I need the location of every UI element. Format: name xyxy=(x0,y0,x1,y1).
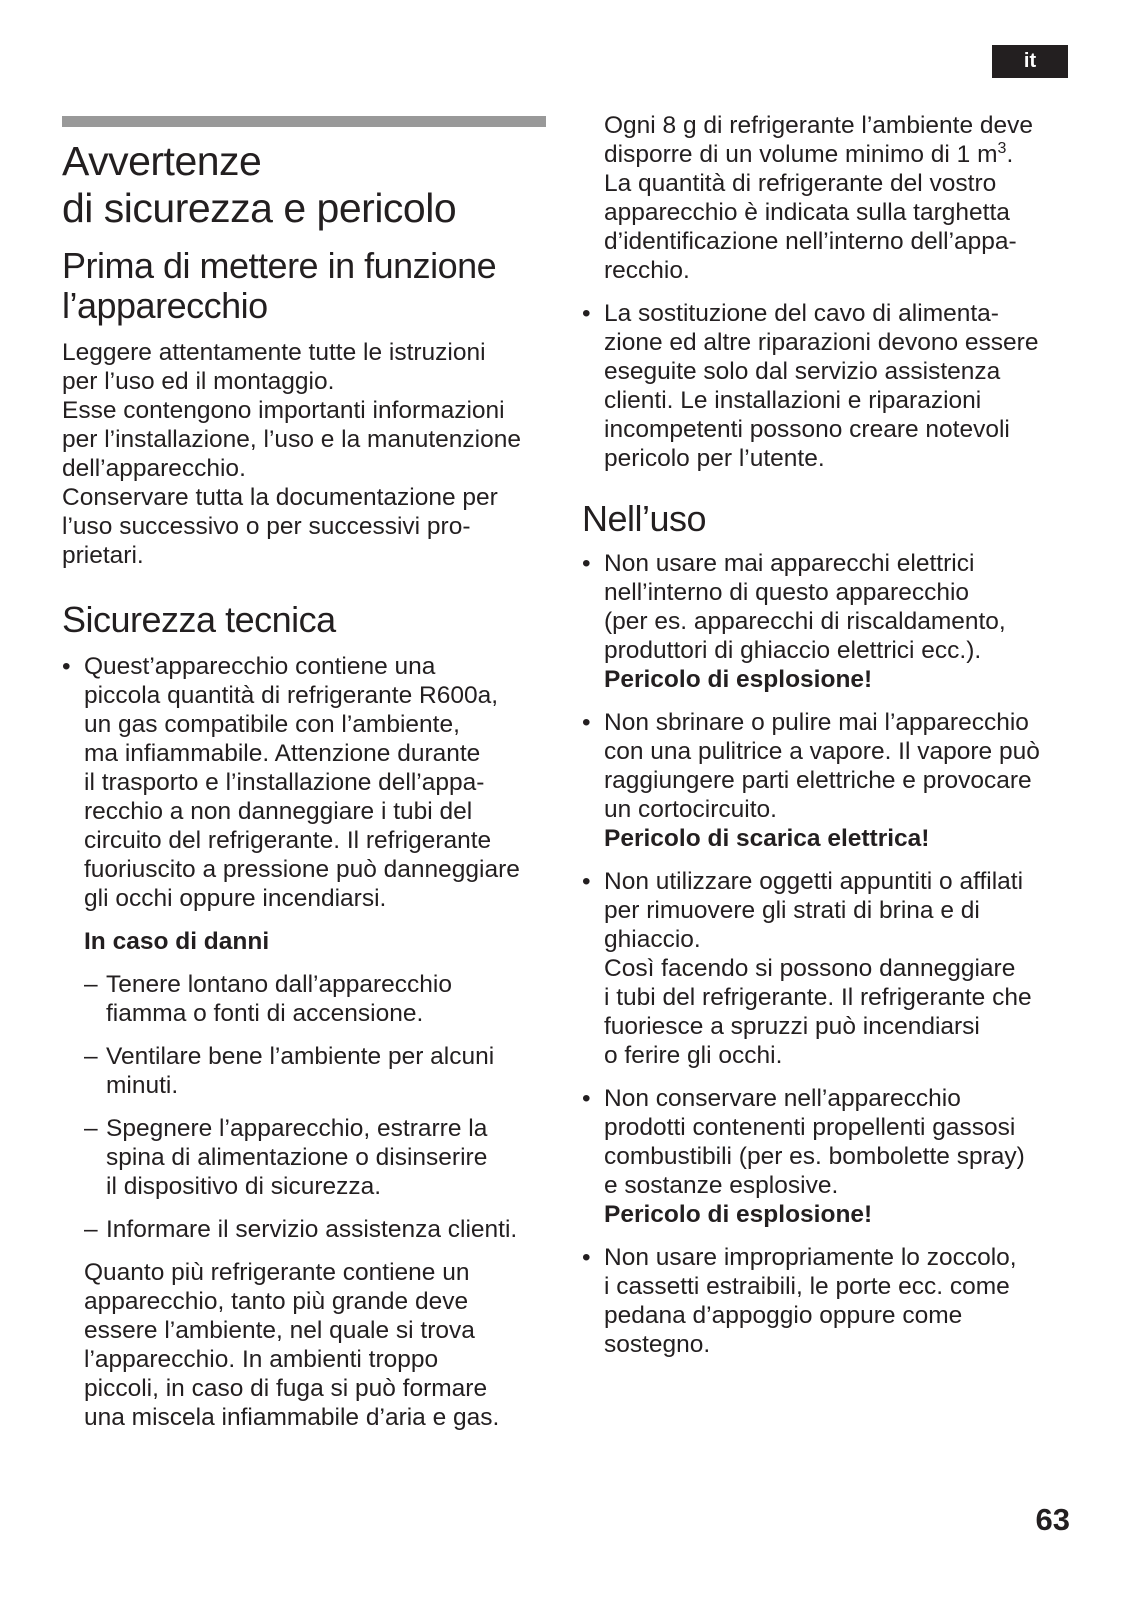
list-item xyxy=(582,1084,1076,1229)
bullet-icon: • xyxy=(582,550,591,577)
section-heading-technical-safety: Sicurezza tecnica xyxy=(62,599,336,640)
use-item-text: Non sbrinare o pulire mai l’apparecchio con una pulitrice a vapore. Il vapore può raggiungere parti elettriche e provocare un cortocircuito. xyxy=(604,709,1040,823)
bullet-icon: • xyxy=(582,1244,591,1271)
intro-line-1: Ogni 8 g di refrigerante l’ambiente deve xyxy=(604,112,1034,139)
dash-icon: – xyxy=(84,1115,98,1142)
damage-item-text: Spegnere l’apparecchio, estrarre la spina di alimentazione o disinserire il dispositivo di sicurezza. xyxy=(106,1115,488,1200)
bullet-icon: • xyxy=(582,1085,591,1112)
bullet-icon: • xyxy=(582,300,591,327)
left-column xyxy=(62,138,556,1432)
dash-icon: – xyxy=(84,1216,98,1243)
cable-replacement-text: La sostituzione del cavo di alimenta- zione ed altre riparazioni devono essere eseguite solo dal servizio assistenza clienti. Le installazioni e riparazioni incompetenti possono creare notevoli pericolo per l’utente. xyxy=(604,300,1039,472)
list-item xyxy=(582,1243,1076,1359)
damage-item-text: Ventilare bene l’ambiente per alcuni minuti. xyxy=(106,1043,495,1099)
list-item xyxy=(84,1215,556,1244)
section-heading-in-use: Nell’uso xyxy=(582,498,707,539)
cable-list xyxy=(582,299,1076,473)
page-number: 63 xyxy=(1035,1502,1070,1537)
use-item-warning: Pericolo di esplosione! xyxy=(604,666,873,693)
list-item xyxy=(582,549,1076,694)
language-tag: it xyxy=(992,45,1068,78)
list-item xyxy=(84,970,556,1028)
use-item-text: Non usare impropriamente lo zoccolo, i cassetti estraibili, le porte ecc. come pedana d’appoggio oppure come sostegno. xyxy=(604,1244,1017,1358)
closing-text: Quanto più refrigerante contiene un apparecchio, tanto più grande deve essere l’ambiente, nel quale si trova l’apparecchio. In ambienti troppo piccoli, in caso di fuga si può formare una miscela infiammabile d’aria e gas. xyxy=(84,1259,500,1431)
damage-heading: In caso di danni xyxy=(84,928,270,955)
use-item-warning: Pericolo di esplosione! xyxy=(604,1201,873,1228)
bullet-icon: • xyxy=(582,868,591,895)
section-rule xyxy=(62,116,546,127)
dash-icon: – xyxy=(84,1043,98,1070)
list-item xyxy=(582,708,1076,853)
refrigerant-warning-text: Quest’apparecchio contiene una piccola quantità di refrigerante R600a, un gas compatibile con l’ambiente, ma infiammabile. Attenzione durante il trasporto e l’installazione dell’appa- recchio a non danneggiare i tubi del circuito del refrigerante. Il refrigerante fuoriuscito a pressione può danneggiare gli occhi oppure incendiarsi. xyxy=(84,653,520,912)
bullet-icon: • xyxy=(582,709,591,736)
in-use-list xyxy=(582,549,1076,1359)
damage-list xyxy=(84,970,556,1244)
right-column xyxy=(582,111,1076,1359)
list-item xyxy=(582,867,1076,1070)
section-text-before-use: Leggere attentamente tutte le istruzioni per l’uso ed il montaggio. Esse contengono importanti informazioni per l’installazione, l’uso e la manutenzione dell’apparecchio. Conservare tutta la documentazione per l’uso successivo o per successivi pro- prietari. xyxy=(62,339,521,569)
use-item-text: Non utilizzare oggetti appuntiti o affilati per rimuovere gli strati di brina e di ghiaccio. Così facendo si possono danneggiare i tubi del refrigerante. Il refrigerante che fuoriesce a spruzzi può incendiarsi o ferire gli occhi. xyxy=(604,868,1032,1069)
list-item xyxy=(62,652,556,913)
section-heading-before-use: Prima di mettere in funzione l’apparecchio xyxy=(62,245,497,326)
list-item xyxy=(582,299,1076,473)
bullet-icon: • xyxy=(62,653,71,680)
superscript: 3 xyxy=(997,139,1007,157)
list-item xyxy=(84,1114,556,1201)
use-item-warning: Pericolo di scarica elettrica! xyxy=(604,825,930,852)
damage-block xyxy=(62,927,556,1432)
technical-safety-list xyxy=(62,652,556,913)
list-item xyxy=(84,1042,556,1100)
use-item-text: Non usare mai apparecchi elettrici nell’interno di questo apparecchio (per es. apparecchi di riscaldamento, produttori di ghiaccio elettrici ecc.). xyxy=(604,550,1006,664)
refrigerant-volume-block xyxy=(582,111,1076,285)
dash-icon: – xyxy=(84,971,98,998)
damage-item-text: Informare il servizio assistenza clienti. xyxy=(106,1216,518,1243)
intro-line-2: disporre di un volume minimo di 1 $m^3$. xyxy=(604,139,1014,168)
page-title: Avvertenze di sicurezza e pericolo xyxy=(62,138,457,231)
damage-item-text: Tenere lontano dall’apparecchio fiamma o fonti di accensione. xyxy=(106,971,452,1027)
use-item-text: Non conservare nell’apparecchio prodotti contenenti propellenti gassosi combustibili (per es. bombolette spray) e sostanze esplosive. xyxy=(604,1085,1025,1199)
intro-rest: La quantità di refrigerante del vostro apparecchio è indicata sulla targhetta d’identificazione nell’interno dell’appa- recchio. xyxy=(604,170,1017,284)
